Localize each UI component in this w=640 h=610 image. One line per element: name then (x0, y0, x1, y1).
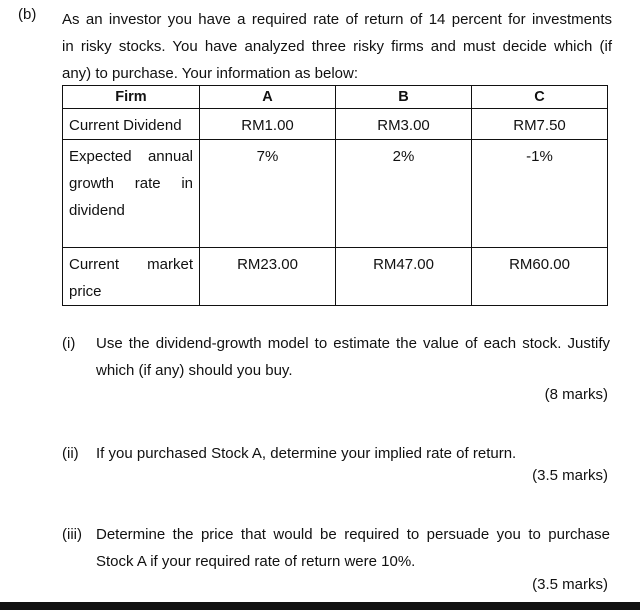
part-number: (i) (62, 335, 76, 352)
row-label-line: price (69, 283, 102, 300)
row-label-line: Current market (69, 256, 193, 273)
row-label-line: Current Dividend (69, 117, 182, 134)
cell-b: 2% (336, 140, 472, 248)
table-row-current-dividend (63, 109, 608, 140)
table-header-row (63, 86, 608, 109)
part-number: (ii) (62, 445, 79, 462)
question-intro (62, 6, 612, 87)
part-text (96, 440, 610, 467)
row-label-line: dividend (69, 202, 125, 219)
cell-a: 7% (200, 140, 336, 248)
table-row-growth-rate (63, 140, 608, 248)
question-label: (b) (18, 6, 37, 23)
table-row-market-price (63, 248, 608, 306)
marks-i: (8 marks) (544, 386, 608, 403)
cell-a: RM1.00 (200, 109, 336, 140)
firm-data-table (62, 85, 608, 306)
part-line: Use the dividend-growth model to estimate the value of each stock. Justify (96, 335, 610, 352)
row-label (63, 248, 200, 306)
cell-c: -1% (472, 140, 608, 248)
bottom-edge-bar (0, 602, 640, 610)
part-text (96, 521, 610, 575)
header-b: B (336, 86, 472, 109)
cell-c: RM7.50 (472, 109, 608, 140)
cell-b: RM47.00 (336, 248, 472, 306)
row-label (63, 109, 200, 140)
part-line: If you purchased Stock A, determine your implied rate of return. (96, 445, 517, 462)
row-label-line: growth rate in (69, 175, 193, 192)
marks-ii: (3.5 marks) (532, 467, 608, 484)
row-label (63, 140, 200, 248)
header-c: C (472, 86, 608, 109)
part-line: Determine the price that would be required to persuade you to purchase (96, 526, 610, 543)
cell-a: RM23.00 (200, 248, 336, 306)
header-a: A (200, 86, 336, 109)
part-line: Stock A if your required rate of return were 10%. (96, 553, 416, 570)
row-label-line: Expected annual (69, 148, 193, 165)
marks-iii: (3.5 marks) (532, 576, 608, 593)
intro-line: any) to purchase. Your information as below: (62, 65, 359, 82)
header-firm: Firm (63, 86, 200, 109)
intro-line: in risky stocks. You have analyzed three risky firms and must decide which (if (62, 38, 612, 55)
part-line: which (if any) should you buy. (96, 362, 293, 379)
cell-c: RM60.00 (472, 248, 608, 306)
part-text (96, 330, 610, 384)
intro-line: As an investor you have a required rate of return of 14 percent for investments (62, 11, 612, 28)
cell-b: RM3.00 (336, 109, 472, 140)
part-number: (iii) (62, 526, 82, 543)
